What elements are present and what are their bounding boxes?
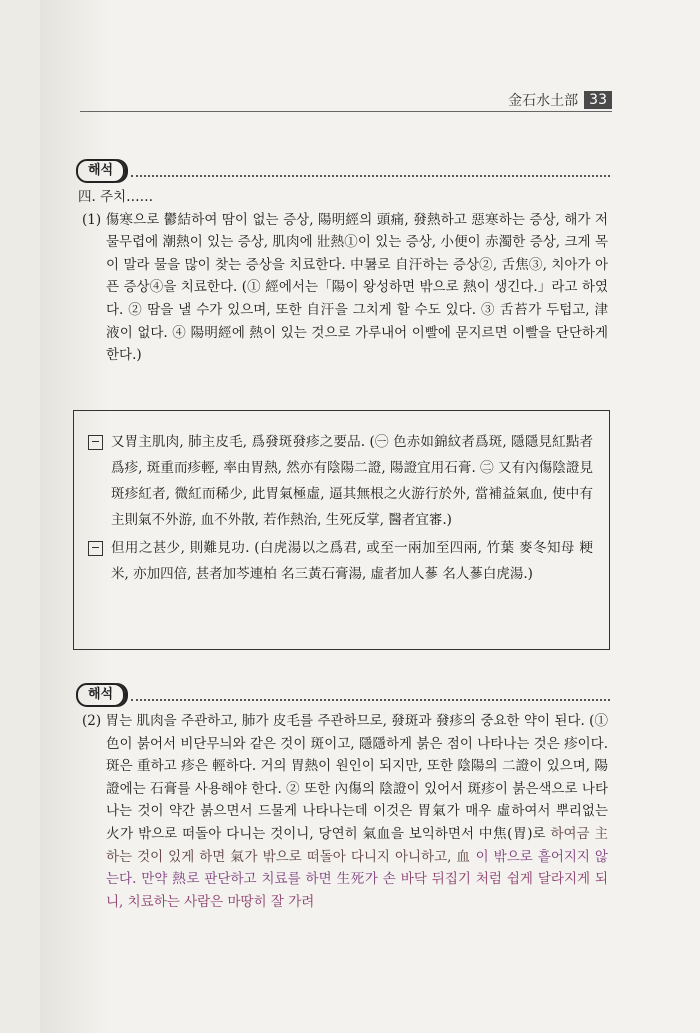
original-text-box — [73, 410, 610, 650]
section1-text — [78, 186, 608, 367]
section1-badge: 해석 — [76, 159, 125, 183]
section2-paragraph — [78, 710, 608, 913]
section2-paragraph-main: (2) 胃는 肌肉을 주관하고, 肺가 皮毛를 주관하므로, 發斑과 發疹의 중요한 약이 된다. (① 色이 붉어서 비단무늬와 같은 것이 斑이고, 隱隱하게 붉은 점이 나타나는 것은 疹이다. 斑은 重하고 疹은 輕하다. 거의 胃熱이 원인이 되지만, 또한 陰陽의 二證이 있으며, 陽證에는 石膏를 사용해야 한다. ② 또한 內傷의 陰證이 있어서 斑疹이 붉은색으로 나타나는 것이 약간 붉으면서 드물게 나타나는데 이것은 胃氣가 매우 虛하여서 뿌리없는 火가 밖으로 떠돌아 다니는 것이니, 당연히 氣血을 보익하면서 中焦(胃)로 — [82, 713, 608, 842]
section2-paragraph-tinted-1: 하여금 主하는 것이 있게 하면 氣가 밖으로 떠돌아 다니지 아니하고, 血 — [106, 825, 608, 865]
box-mark-icon — [88, 541, 103, 556]
box-item-2-text: 但用之甚少, 則難見功. (白虎湯以之爲君, 或至一兩加至四兩, 竹葉 麥冬知母 粳米, 亦加四倍, 甚者加芩連柏 名三黃石膏湯, 虛者加人蔘 名人蔘白虎湯.) — [111, 540, 593, 582]
box-mark-icon — [88, 435, 103, 450]
section2-paragraph-tinted-2: 이 밖으로 흩어지지 않는다. 만약 熱로 판단하고 치료를 하면 生死가 손 — [106, 848, 608, 888]
section2-text — [78, 710, 608, 913]
section1-paragraph: (1) 傷寒으로 鬱結하여 땀이 없는 증상, 陽明經의 頭痛, 發熱하고 惡寒하는 증상, 해가 저물무렵에 潮熱이 있는 증상, 肌肉에 壯熱①이 있는 증상, 小便이 赤濁한 증상, 크게 목이 말라 물을 많이 찾는 증상을 치료한다. 中暑로 自汗하는 증상②, 舌焦③, 치아가 아픈 증상④을 치료한다. (① 經에서는「陽이 왕성하면 밖으로 熱이 생긴다.」라고 하였다. ② 땀을 낼 수가 있으며, 또한 自汗을 그치게 할 수도 있다. ③ 舌苔가 두텁고, 津液이 없다. ④ 陽明經에 熱이 있는 것으로 가루내어 이빨에 문지르면 이빨을 단단하게 한다.) — [82, 211, 608, 364]
box-item-1-text: 又胃主肌肉, 肺主皮毛, 爲發斑發疹之要品. (㊀ 色赤如錦紋者爲斑, 隱隱見紅點者爲疹, 斑重而疹輕, 率由胃熱, 然亦有陰陽二證, 陽證宜用石膏. ㊁ 又有內傷陰證見斑疹紅者, 微紅而稀少, 此胃氣極虛, 逼其無根之火游行於外, 當補益氣血, 使中有主則氣不外游, 血不外散, 若作熱治, 生死反掌, 醫者宜審.) — [111, 434, 593, 528]
header-rule — [80, 111, 612, 112]
section2-badge: 해석 — [76, 683, 125, 707]
section2-badge-row — [76, 684, 610, 706]
section1-title: 四. 주치…… — [78, 189, 154, 205]
section2-paragraph-tinted-3: 바닥 뒤집기 처럼 쉽게 달라지게 되니, 치료하는 사람은 마땅히 잘 가려 — [106, 871, 608, 910]
box-item-1 — [88, 429, 593, 533]
header-title: 金石水土部 — [508, 93, 579, 109]
box-item-2 — [88, 535, 593, 587]
page-number: 33 — [584, 91, 612, 109]
dotted-rule — [131, 689, 610, 701]
section1-badge-row — [76, 160, 610, 182]
running-header — [508, 90, 612, 110]
dotted-rule — [131, 165, 610, 177]
